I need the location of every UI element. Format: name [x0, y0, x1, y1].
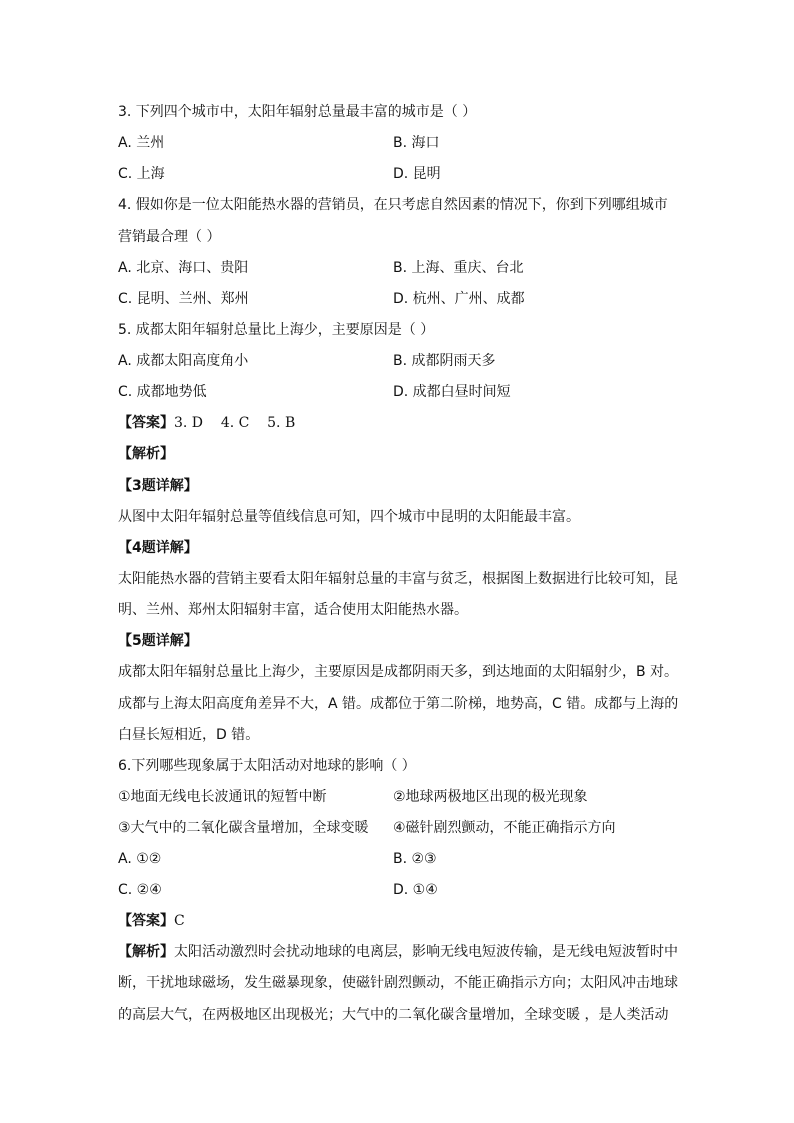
detail-3-text: 从图中太阳年辐射总量等值线信息可知，四个城市中昆明的太阳能最丰富。: [118, 509, 580, 525]
question-6-item-3: ③大气中的二氧化碳含量增加，全球变暖: [118, 820, 369, 836]
question-3-option-a: A. 兰州: [118, 135, 165, 151]
detail-4-line2: 明、兰州、郑州太阳辐射丰富，适合使用太阳能热水器。: [118, 602, 468, 618]
question-4-stem-line1: 4. 假如你是一位太阳能热水器的营销员，在只考虑自然因素的情况下，你到下列哪组城市: [118, 197, 668, 213]
question-6-item-2: ②地球两极地区出现的极光现象: [393, 789, 588, 805]
question-3-option-b: B. 海口: [393, 135, 440, 151]
question-5-option-d: D. 成都白昼时间短: [393, 384, 511, 400]
analysis-2-text-1: 太阳活动激烈时会扰动地球的电离层，影响无线电短波传输，是无线电短波暂时中: [174, 944, 678, 960]
question-5-option-c: C. 成都地势低: [118, 384, 207, 400]
detail-5-line1: 成都太阳年辐射总量比上海少，主要原因是成都阴雨天多，到达地面的太阳辐射少，B 对。: [118, 664, 679, 680]
question-3-option-d: D. 昆明: [393, 166, 441, 182]
answer-label: 【答案】: [118, 415, 174, 431]
question-4-option-c: C. 昆明、兰州、郑州: [118, 291, 249, 307]
answer-line-1: [118, 413, 295, 433]
question-6-option-a: A. ①②: [118, 851, 162, 867]
question-5-option-a: A. 成都太阳高度角小: [118, 353, 249, 369]
question-5-option-b: B. 成都阴雨天多: [393, 353, 496, 369]
question-4-stem-line2: 营销最合理（ ）: [118, 229, 221, 245]
answer-text: 3. D 4. C 5. B: [174, 415, 296, 431]
question-6-option-c: C. ②④: [118, 882, 162, 898]
detail-4-line1: 太阳能热水器的营销主要看太阳年辐射总量的丰富与贫乏，根据图上数据进行比较可知，昆: [118, 571, 678, 587]
question-4-option-a: A. 北京、海口、贵阳: [118, 260, 249, 276]
question-5-stem: 5. 成都太阳年辐射总量比上海少，主要原因是（ ）: [118, 322, 435, 338]
detail-3-label: 【3题详解】: [118, 478, 198, 494]
question-4-option-d: D. 杭州、广州、成都: [393, 291, 525, 307]
detail-5-label: 【5题详解】: [118, 633, 198, 649]
question-6-item-4: ④磁针剧烈颤动，不能正确指示方向: [393, 820, 616, 836]
analysis-label: 【解析】: [118, 446, 174, 462]
question-6-item-1: ①地面无线电长波通讯的短暂中断: [118, 789, 327, 805]
analysis-2-line3: 的高层大气，在两极地区出现极光；大气中的二氧化碳含量增加，全球变暖 ，是人类活动: [118, 1007, 669, 1023]
analysis-2-line2: 断，干扰地球磁场，发生磁暴现象，使磁针剧烈颤动，不能正确指示方向；太阳风冲击地球: [118, 975, 678, 991]
question-3-stem: 3. 下列四个城市中，太阳年辐射总量最丰富的城市是（ ）: [118, 104, 477, 120]
question-4-option-b: B. 上海、重庆、台北: [393, 260, 524, 276]
question-3-option-c: C. 上海: [118, 166, 165, 182]
question-6-stem: 6.下列哪些现象属于太阳活动对地球的影响（ ）: [118, 758, 416, 774]
answer-2-text: C: [174, 913, 185, 929]
answer-2-label: 【答案】: [118, 913, 174, 929]
question-6-option-d: D. ①④: [393, 882, 438, 898]
analysis-2-label: 【解析】: [118, 944, 174, 960]
question-6-option-b: B. ②③: [393, 851, 437, 867]
answer-line-2: [118, 911, 185, 931]
detail-5-line2: 成都与上海太阳高度角差异不大，A 错。成都位于第二阶梯，地势高，C 错。成都与上海的: [118, 696, 679, 712]
detail-4-label: 【4题详解】: [118, 540, 198, 556]
analysis-2-line1: [118, 942, 678, 962]
detail-5-line3: 白昼长短相近，D 错。: [118, 727, 260, 743]
